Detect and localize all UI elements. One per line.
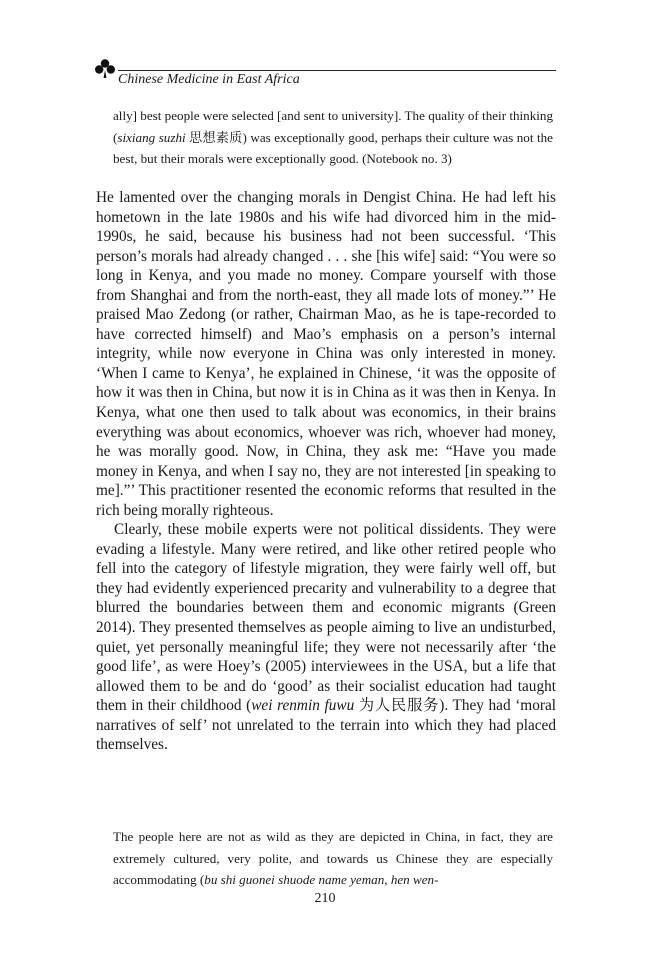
block-quote-top [113, 105, 553, 170]
quote-segment: ally] best people were selected [and sent to university]. The quality of their thinking ( [113, 108, 553, 145]
paragraph-segment: 为人民服务). They had ‘moral narratives of self’ not unrelated to the terrain into which they had placed themselves. [96, 697, 556, 754]
block-quote-bottom [113, 826, 553, 891]
quote-segment: 思想素质) was exceptionally good, perhaps their culture was not the best, but their morals were exceptionally good. (Notebook no. 3) [113, 129, 553, 166]
running-title: Chinese Medicine in East Africa [118, 72, 300, 87]
quote-segment: The people here are not as wild as they are depicted in China, in fact, they are extremely cultured, very polite, and towards us Chinese they are especially accommodating ( [113, 829, 553, 887]
paragraph-2 [96, 520, 556, 755]
quote-segment-italic: sixiang suzhi [117, 129, 186, 145]
quote-segment-italic: bu shi guonei shuode name yeman, hen wen- [204, 872, 439, 887]
body-text [96, 188, 556, 755]
paragraph-segment: Clearly, these mobile experts were not political dissidents. They were evading a lifestyle. Many were retired, and like other retired people who fell into the category of lifestyle migration, they were fairly well off, but they had evidently experienced precarity and vulnerability to a degree that blurred the boundaries between them and economic migrants (Green 2014). They presented themselves as people aiming to live an undisturbed, quiet, yet personally meaningful life; they were not necessarily after ‘the good life’, as were Hoey’s (2005) interviewees in the USA, but a life that allowed them to be and do ‘good’ as their socialist education had taught them in their childhood ( [96, 521, 556, 715]
paragraph-segment: He lamented over the changing morals in Dengist China. He had left his hometown in the late 1980s and his wife had divorced him in the mid-1990s, he said, because his business had not been successful. ‘This person’s morals had already changed . . . she [his wife] said: “You were so long in Kenya, and you made no money. Compare yourself with those from Shanghai and from the north-east, they all made lots of money.”’ He praised Mao Zedong (or rather, Chairman Mao, as he is tape-recorded to have corrected himself) and Mao’s emphasis on a person’s internal integrity, while now everyone in China was only interested in money. ‘When I came to Kenya’, he explained in Chinese, ‘it was the opposite of how it was then in China, but now it is in China as it was then in Kenya. In Kenya, what one then used to talk about was economics, in their brains everything was about economics, whoever was rich, whoever had money, he was morally good. Now, in China, they ask me: “Have you made money in Kenya, and when I say no, they are not interested [in speaking to me].”’ This practitioner resented the economic reforms that resulted in the rich being morally righteous. [96, 189, 556, 519]
header-rule [118, 70, 556, 71]
trefoil-ornament-icon [94, 58, 116, 80]
paragraph-1 [96, 188, 556, 520]
page-number: 210 [314, 891, 336, 906]
paragraph-segment-italic: wei renmin fuwu [251, 697, 355, 715]
